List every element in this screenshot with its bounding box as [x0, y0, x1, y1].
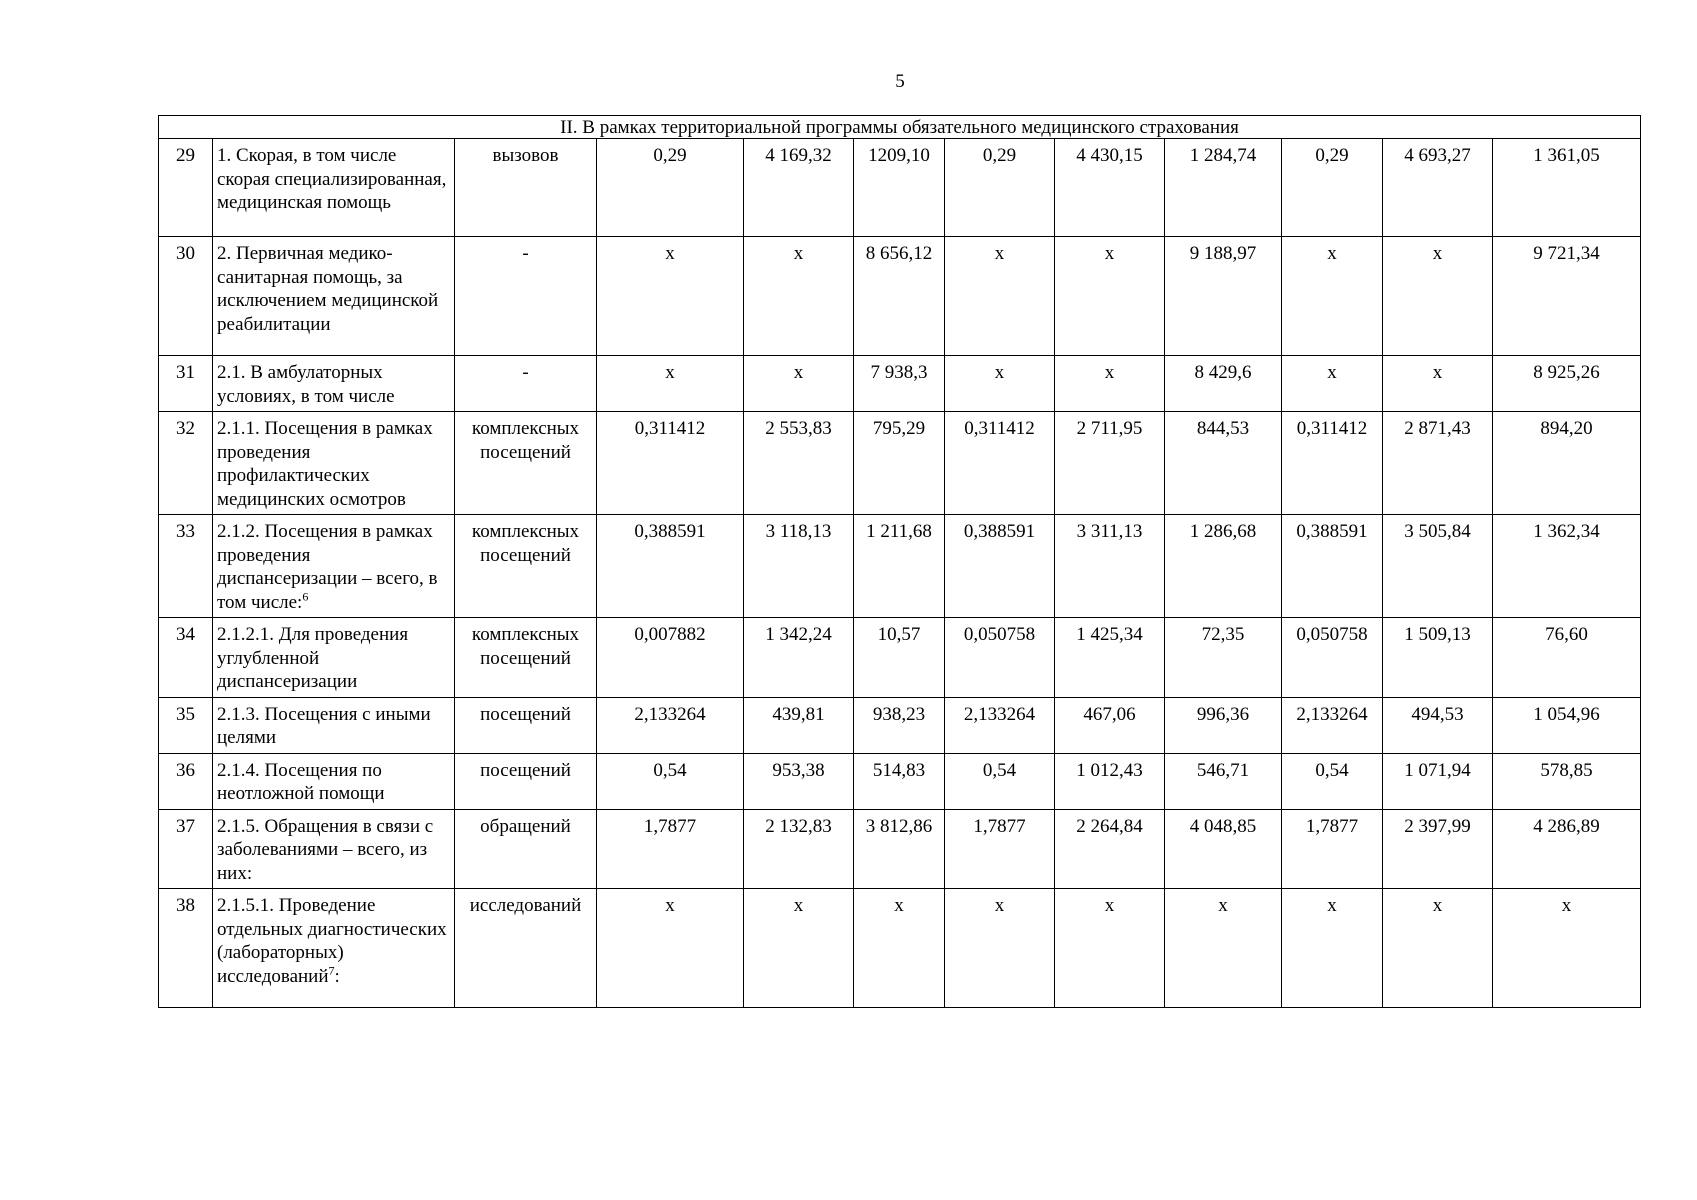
value-cell: 0,388591	[1282, 515, 1383, 618]
value-cell: 1,7877	[945, 809, 1055, 889]
row-name-text: 1. Скорая, в том числе скорая специализированная, медицинская помощь	[217, 145, 447, 213]
row-name	[213, 618, 455, 698]
value-cell: х	[597, 889, 744, 1008]
value-cell: 8 429,6	[1165, 356, 1282, 412]
row-name-text: 2.1.5. Обращения в связи с заболеваниями – всего, из них:	[217, 815, 434, 884]
value-cell: 1,7877	[597, 809, 744, 889]
row-name	[213, 697, 455, 753]
table-row	[159, 515, 1641, 618]
row-number: 34	[159, 618, 213, 698]
value-cell: 0,311412	[1282, 412, 1383, 515]
value-cell: х	[1055, 237, 1165, 356]
table-row	[159, 889, 1641, 1008]
value-cell: 3 118,13	[744, 515, 854, 618]
value-cell: 0,007882	[597, 618, 744, 698]
section-title: II. В рамках территориальной программы обязательного медицинского страхования	[159, 116, 1641, 139]
value-cell: 10,57	[854, 618, 945, 698]
value-cell: 1 362,34	[1493, 515, 1641, 618]
value-cell: 4 048,85	[1165, 809, 1282, 889]
row-number: 32	[159, 412, 213, 515]
section-header-row	[159, 116, 1641, 139]
table-row	[159, 356, 1641, 412]
value-cell: 2,133264	[945, 697, 1055, 753]
row-name-text: 2.1. В амбулаторных условиях, в том числе	[217, 362, 395, 407]
table-row	[159, 237, 1641, 356]
value-cell: 3 311,13	[1055, 515, 1165, 618]
value-cell: х	[945, 237, 1055, 356]
row-number: 37	[159, 809, 213, 889]
value-cell: 76,60	[1493, 618, 1641, 698]
row-name-text: 2.1.1. Посещения в рамках проведения профилактических медицинских осмотров	[217, 418, 433, 510]
row-unit: комплексных посещений	[455, 412, 597, 515]
value-cell: 4 693,27	[1383, 139, 1493, 237]
value-cell: 1 342,24	[744, 618, 854, 698]
value-cell: 1 211,68	[854, 515, 945, 618]
value-cell: х	[1383, 889, 1493, 1008]
value-cell: 0,311412	[945, 412, 1055, 515]
value-cell: 7 938,3	[854, 356, 945, 412]
row-name-text: 2.1.4. Посещения по неотложной помощи	[217, 759, 385, 804]
value-cell: 2 553,83	[744, 412, 854, 515]
row-name	[213, 356, 455, 412]
value-cell: 546,71	[1165, 753, 1282, 809]
value-cell: 0,29	[1282, 139, 1383, 237]
footnote-ref: 6	[302, 589, 309, 604]
value-cell: 4 286,89	[1493, 809, 1641, 889]
table-row	[159, 697, 1641, 753]
row-name	[213, 139, 455, 237]
value-cell: х	[854, 889, 945, 1008]
value-cell: 72,35	[1165, 618, 1282, 698]
value-cell: 0,54	[597, 753, 744, 809]
row-unit: -	[455, 237, 597, 356]
value-cell: х	[597, 237, 744, 356]
value-cell: 996,36	[1165, 697, 1282, 753]
value-cell: 3 505,84	[1383, 515, 1493, 618]
page-number: 5	[895, 71, 905, 92]
value-cell: 0,54	[945, 753, 1055, 809]
value-cell: 1209,10	[854, 139, 945, 237]
value-cell: 8 656,12	[854, 237, 945, 356]
row-unit: -	[455, 356, 597, 412]
row-unit: исследований	[455, 889, 597, 1008]
table-row	[159, 753, 1641, 809]
value-cell: х	[1383, 356, 1493, 412]
value-cell: 0,050758	[1282, 618, 1383, 698]
row-unit: обращений	[455, 809, 597, 889]
value-cell: 2,133264	[1282, 697, 1383, 753]
row-name	[213, 889, 455, 1008]
row-name-suffix: :	[334, 965, 340, 987]
row-number: 35	[159, 697, 213, 753]
value-cell: 494,53	[1383, 697, 1493, 753]
value-cell: 2 264,84	[1055, 809, 1165, 889]
financing-table	[158, 115, 1641, 1008]
table-row	[159, 618, 1641, 698]
table-row	[159, 412, 1641, 515]
value-cell: х	[1383, 237, 1493, 356]
value-cell: 0,388591	[945, 515, 1055, 618]
row-unit: вызовов	[455, 139, 597, 237]
row-name-text: 2.1.5.1. Проведение отдельных диагностических (лабораторных) исследований	[217, 895, 447, 987]
row-name	[213, 809, 455, 889]
value-cell: х	[744, 237, 854, 356]
row-name	[213, 753, 455, 809]
value-cell: 9 721,34	[1493, 237, 1641, 356]
row-unit: посещений	[455, 697, 597, 753]
table-row	[159, 809, 1641, 889]
row-unit: посещений	[455, 753, 597, 809]
value-cell: х	[744, 356, 854, 412]
value-cell: 1,7877	[1282, 809, 1383, 889]
row-unit: комплексных посещений	[455, 618, 597, 698]
value-cell: 1 284,74	[1165, 139, 1282, 237]
row-name	[213, 515, 455, 618]
row-name-text: 2.1.2. Посещения в рамках проведения диспансеризации – всего, в том числе:	[217, 521, 438, 613]
value-cell: 439,81	[744, 697, 854, 753]
row-name-text: 2.1.3. Посещения с иными целями	[217, 703, 431, 748]
row-number: 30	[159, 237, 213, 356]
value-cell: х	[1055, 889, 1165, 1008]
value-cell: х	[744, 889, 854, 1008]
value-cell: 0,54	[1282, 753, 1383, 809]
value-cell: 1 054,96	[1493, 697, 1641, 753]
value-cell: 2 711,95	[1055, 412, 1165, 515]
value-cell: х	[1282, 237, 1383, 356]
value-cell: 3 812,86	[854, 809, 945, 889]
value-cell: х	[945, 889, 1055, 1008]
row-number: 33	[159, 515, 213, 618]
row-name-text: 2. Первичная медико-санитарная помощь, за исключением медицинской реабилитации	[217, 243, 439, 335]
table-row	[159, 139, 1641, 237]
value-cell: 1 071,94	[1383, 753, 1493, 809]
value-cell: 0,29	[597, 139, 744, 237]
value-cell: 0,311412	[597, 412, 744, 515]
value-cell: 1 286,68	[1165, 515, 1282, 618]
value-cell: 844,53	[1165, 412, 1282, 515]
value-cell: 1 509,13	[1383, 618, 1493, 698]
value-cell: 1 361,05	[1493, 139, 1641, 237]
value-cell: 0,29	[945, 139, 1055, 237]
value-cell: 9 188,97	[1165, 237, 1282, 356]
value-cell: 2 871,43	[1383, 412, 1493, 515]
value-cell: х	[1493, 889, 1641, 1008]
value-cell: х	[597, 356, 744, 412]
row-number: 29	[159, 139, 213, 237]
value-cell: 514,83	[854, 753, 945, 809]
value-cell: 795,29	[854, 412, 945, 515]
value-cell: 4 430,15	[1055, 139, 1165, 237]
value-cell: х	[1282, 889, 1383, 1008]
value-cell: 953,38	[744, 753, 854, 809]
value-cell: 578,85	[1493, 753, 1641, 809]
row-name	[213, 237, 455, 356]
value-cell: х	[1055, 356, 1165, 412]
footnote-ref: 7	[328, 963, 335, 978]
value-cell: 894,20	[1493, 412, 1641, 515]
value-cell: 8 925,26	[1493, 356, 1641, 412]
value-cell: 467,06	[1055, 697, 1165, 753]
row-unit: комплексных посещений	[455, 515, 597, 618]
value-cell: 0,050758	[945, 618, 1055, 698]
row-name-text: 2.1.2.1. Для проведения углубленной диспансеризации	[217, 624, 409, 692]
value-cell: 0,388591	[597, 515, 744, 618]
value-cell: 4 169,32	[744, 139, 854, 237]
value-cell: х	[1165, 889, 1282, 1008]
value-cell: х	[1282, 356, 1383, 412]
row-number: 31	[159, 356, 213, 412]
value-cell: 938,23	[854, 697, 945, 753]
row-name	[213, 412, 455, 515]
value-cell: 2 397,99	[1383, 809, 1493, 889]
row-number: 36	[159, 753, 213, 809]
value-cell: 2 132,83	[744, 809, 854, 889]
value-cell: 1 012,43	[1055, 753, 1165, 809]
value-cell: 1 425,34	[1055, 618, 1165, 698]
value-cell: х	[945, 356, 1055, 412]
row-number: 38	[159, 889, 213, 1008]
value-cell: 2,133264	[597, 697, 744, 753]
